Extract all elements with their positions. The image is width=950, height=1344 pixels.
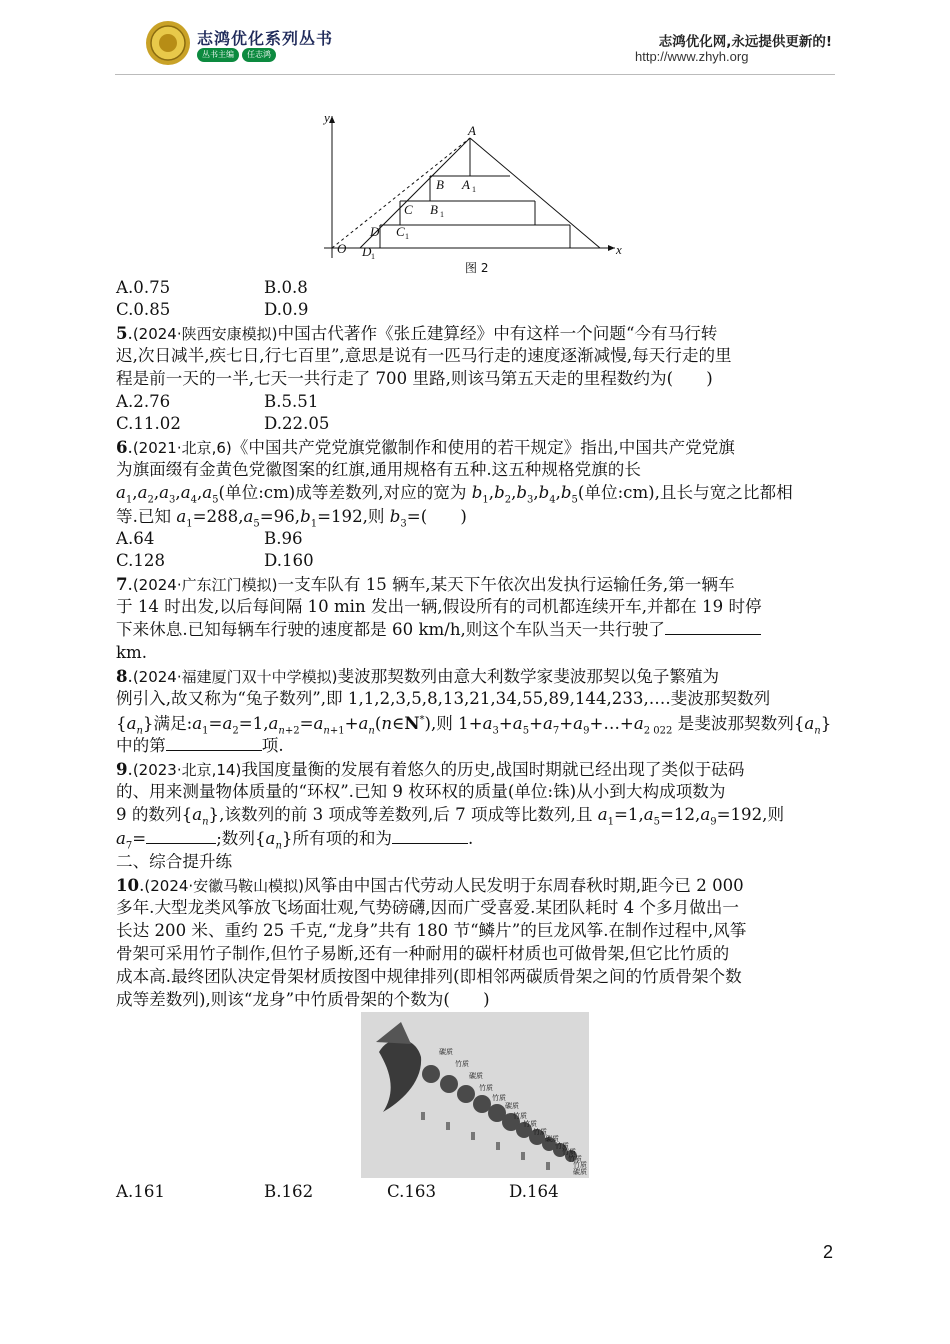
q7-answer-blank[interactable] (665, 620, 761, 635)
kite-label: 碳质 (439, 1048, 453, 1056)
q7-line-4: km. (116, 643, 148, 662)
figure-2-caption: 图 2 (465, 261, 489, 275)
q5-source: (2024·陕西安康模拟) (132, 325, 278, 343)
q10-option-c[interactable]: C.163 (387, 1182, 437, 1201)
q6-option-b[interactable]: B.96 (264, 529, 303, 548)
fig-label-a1-sub: 1 (472, 185, 476, 194)
q4-option-b[interactable]: B.0.8 (264, 278, 308, 297)
q10-line-2: 多年.大型龙类风筝放飞场面壮观,气势磅礴,因而广受喜爱.某团队耗时 4 个多月做出一 (116, 898, 739, 917)
q9-line-1: 9.(2023·北京,14)我国度量衡的发展有着悠久的历史,战国时期就已经出现了类似于砝码 (116, 759, 745, 779)
q9-line-3: 9 的数列$\{a_n\}$,该数列的前 3 项成等差数列,后 7 项成等比数列,且 $a_1=1,a_5=12,a_9=192$,则 (116, 805, 785, 828)
q6-line-4: 等.已知 $a_1=288,a_5=96,b_1=192$,则 $b_3=$( ) (116, 507, 467, 530)
section-heading: 二、综合提升练 (116, 852, 233, 871)
q6-line-1: 6.(2021·北京,6)《中国共产党党旗党徽制作和使用的若干规定》指出,中国共产党党旗 (116, 437, 735, 457)
q4-option-d[interactable]: D.0.9 (264, 300, 309, 319)
q7-line-1: 7.(2024·广东江门模拟)一支车队有 15 辆车,某天下午依次出发执行运输任务,第一辆车 (116, 574, 735, 594)
slogan: 志鸿优化网,永远提供更新的! (658, 34, 832, 50)
q7-line-3: 下来休息.已知每辆车行驶的速度都是 60 km/h,则这个车队当天一共行驶了 (116, 619, 761, 641)
fig-label-b1: B (430, 202, 438, 217)
header-divider (115, 74, 835, 75)
q6-line-3: $a_1,a_2,a_3,a_4,a_5$(单位:cm)成等差数列,对应的宽为 $b_1,b_2,b_3,b_4,b_5$(单位:cm),且长与宽之比都相 (116, 483, 793, 506)
fig-label-c1-sub: 1 (405, 232, 409, 241)
dragon-kite-photo (361, 1012, 589, 1178)
q5-line-2: 迟,次日减半,疾七日,行七百里”,意思是说有一匹马行走的速度逐渐减慢,每天行走的里 (116, 346, 732, 365)
q5-option-c[interactable]: C.11.02 (116, 414, 181, 433)
q5-option-d[interactable]: D.22.05 (264, 414, 330, 433)
q9-line-2: 的、用来测量物体质量的“环权”.已知 9 枚环权的质量(单位:铢)从小到大构成项数为 (116, 782, 726, 801)
fig-label-a: A (468, 123, 476, 138)
kite-label: 碳质 (573, 1168, 587, 1176)
q10-option-d[interactable]: D.164 (509, 1182, 559, 1201)
q8-line-2: 例引入,故又称为“兔子数列”,即 1,1,2,3,5,8,13,21,34,55,89,144,233,….斐波那契数列 (116, 689, 771, 708)
q9-line-4: $a_7=$ ;数列$\{a_n\}$所有项的和为 . (116, 829, 474, 852)
kite-label: 竹质 (492, 1094, 506, 1102)
fig-label-x: x (616, 242, 622, 257)
editor-badge (197, 48, 276, 62)
fig-label-d1-sub: 1 (371, 252, 375, 261)
kite-label: 竹质 (533, 1128, 547, 1136)
q4-option-c[interactable]: C.0.85 (116, 300, 171, 319)
kite-label: 碳质 (469, 1072, 483, 1080)
q5-option-a[interactable]: A.2.76 (116, 392, 171, 411)
editor-name: 任志鸿 (242, 48, 276, 62)
q10-option-b[interactable]: B.162 (264, 1182, 314, 1201)
kite-label: 竹质 (562, 1148, 576, 1156)
q5-line-1: 5.(2024·陕西安康模拟)中国古代著作《张丘建算经》中有这样一个问题“今有马行转 (116, 323, 718, 343)
series-title: 志鸿优化系列丛书 (197, 29, 334, 48)
fig-label-c: C (404, 202, 413, 217)
q10-line-1: 10.(2024·安徽马鞍山模拟)风筝由中国古代劳动人民发明于东周春秋时期,距今已 2 000 (116, 875, 744, 895)
fig-label-b: B (436, 177, 444, 192)
kite-label: 竹质 (523, 1120, 537, 1128)
q9-blank-a7[interactable] (146, 829, 216, 844)
fig-label-c1: C (396, 224, 405, 239)
q8-line-1: 8.(2024·福建厦门双十中学模拟)斐波那契数列由意大利数学家斐波那契以兔子繁殖为 (116, 666, 720, 686)
kite-label: 竹质 (479, 1084, 493, 1092)
website-url[interactable]: http://www.zhyh.org (635, 49, 749, 64)
q6-option-c[interactable]: C.128 (116, 551, 166, 570)
figure-2-diagram (300, 108, 640, 263)
kite-label: 竹质 (568, 1155, 582, 1163)
q6-line-2: 为旗面缀有金黄色党徽图案的红旗,通用规格有五种.这五种规格党旗的长 (116, 460, 641, 479)
fig-label-d: D (370, 224, 380, 239)
q5-option-b[interactable]: B.5.51 (264, 392, 319, 411)
kite-label: 碳质 (545, 1135, 559, 1143)
q9-blank-sum[interactable] (392, 829, 468, 844)
q6-option-a[interactable]: A.64 (116, 529, 155, 548)
q10-line-3: 长达 200 米、重约 25 千克,“龙身”共有 180 节“鳞片”的巨龙风筝.在制作过程中,风筝 (116, 921, 747, 940)
q10-option-a[interactable]: A.161 (116, 1182, 165, 1201)
q8-answer-blank[interactable] (166, 736, 262, 751)
fig-label-d1: D (362, 244, 372, 259)
kite-label: 竹质 (573, 1161, 587, 1169)
q4-option-a[interactable]: A.0.75 (116, 278, 171, 297)
q5-line-3: 程是前一天的一半,七天一共行走了 700 里路,则该马第五天走的里程数约为( ) (116, 369, 713, 388)
kite-label: 碳质 (505, 1102, 519, 1110)
kite-label: 竹质 (555, 1142, 569, 1150)
kite-label: 竹质 (455, 1060, 469, 1068)
q10-line-4: 骨架可采用竹子制作,但竹子易断,还有一种耐用的碳杆材质也可做骨架,但它比竹质的 (116, 944, 730, 963)
publisher-logo (145, 20, 191, 66)
q10-line-5: 成本高.最终团队决定骨架材质按图中规律排列(即相邻两碳质骨架之间的竹质骨架个数 (116, 967, 742, 986)
q7-line-2: 于 14 时出发,以后每间隔 10 min 发出一辆,假设所有的司机都连续开车,并都在 19 时停 (116, 597, 762, 616)
q5-number: 5 (116, 323, 128, 343)
q6-option-d[interactable]: D.160 (264, 551, 314, 570)
fig-label-y: y (324, 110, 330, 125)
page-number: 2 (822, 1242, 833, 1262)
editor-label: 丛书主编 (197, 48, 239, 62)
q8-line-4: 中的第 项. (116, 736, 284, 755)
kite-label: 竹质 (513, 1112, 527, 1120)
q10-line-6: 成等差数列),则该“龙身”中竹质骨架的个数为( ) (116, 990, 490, 1009)
fig-label-b1-sub: 1 (440, 210, 444, 219)
q8-line-3: $\{a_n\}$满足$:a_1=a_2=1,a_{n+2}=a_{n+1}+a_n(n\in N^*)$,则 $1+a_3+a_5+a_7+a_9+\dots+a_{2 022}$ 是斐波那契数列$\{a_n\}$ (116, 713, 832, 737)
fig-label-o: O (337, 241, 347, 256)
fig-label-a1: A (462, 177, 470, 192)
